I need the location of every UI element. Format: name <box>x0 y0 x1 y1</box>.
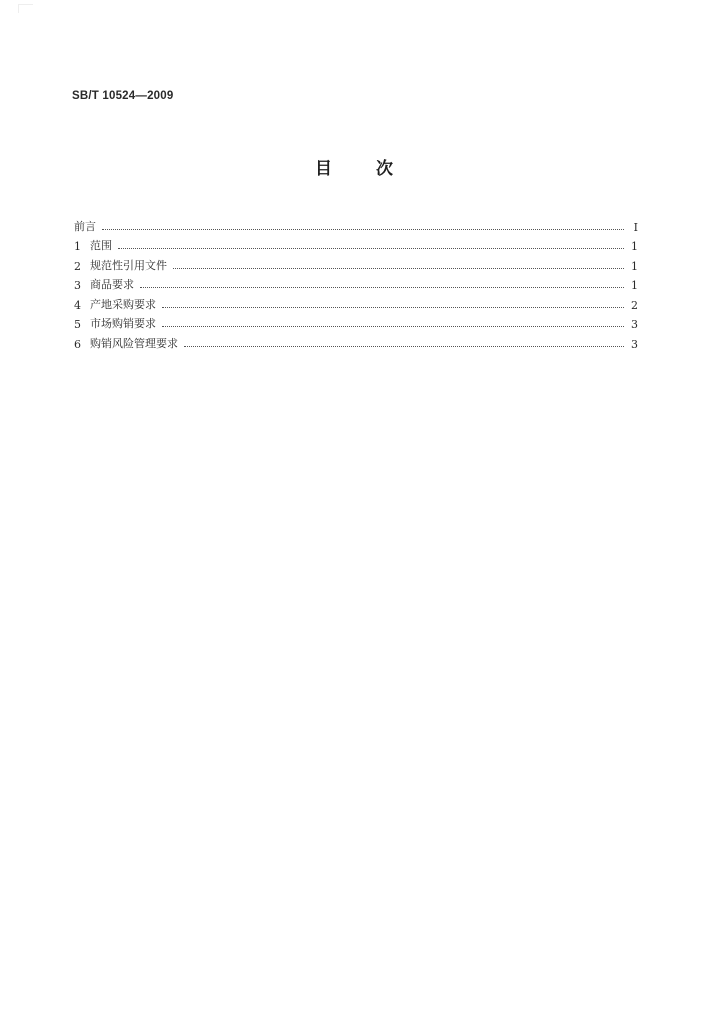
toc-entry-risk-management[interactable] <box>74 331 638 351</box>
toc-entry-label: 购销风险管理要求 <box>90 336 178 350</box>
dot-leader <box>184 346 624 347</box>
dot-leader <box>102 229 624 230</box>
dot-leader <box>162 326 624 327</box>
toc-title <box>0 154 708 179</box>
toc-title-char-2: 次 <box>376 159 393 179</box>
table-of-contents <box>74 214 638 351</box>
toc-entry-number: 2 <box>74 259 81 273</box>
toc-entry-page: 1 <box>631 259 638 273</box>
toc-entry-page: 2 <box>631 298 638 312</box>
toc-entry-label: 规范性引用文件 <box>90 258 167 272</box>
toc-entry-market-trading[interactable] <box>74 312 638 332</box>
toc-entry-scope[interactable] <box>74 234 638 254</box>
toc-entry-label: 范围 <box>90 239 112 252</box>
toc-entry-label: 产地采购要求 <box>90 297 156 311</box>
toc-entry-page: 3 <box>631 337 638 351</box>
toc-entry-number: 5 <box>74 318 81 331</box>
dot-leader <box>118 248 624 249</box>
toc-title-char-1: 目 <box>315 159 332 179</box>
toc-entry-page: 1 <box>631 279 638 292</box>
toc-entry-normative-references[interactable] <box>74 253 638 273</box>
toc-entry-number: 3 <box>74 279 81 292</box>
toc-entry-foreword[interactable] <box>74 214 638 234</box>
toc-entry-page: Ⅰ <box>633 220 638 234</box>
standard-code: SB/T 10524—2009 <box>72 90 174 102</box>
toc-entry-label: 市场购销要求 <box>90 317 156 330</box>
toc-entry-number: 6 <box>74 337 81 351</box>
toc-entry-number: 4 <box>74 298 81 312</box>
toc-entry-page: 1 <box>631 240 638 253</box>
dot-leader <box>140 287 624 288</box>
toc-entry-origin-purchase[interactable] <box>74 292 638 312</box>
dot-leader <box>173 268 624 269</box>
toc-entry-page: 3 <box>631 318 638 331</box>
scan-corner-mark <box>18 4 33 13</box>
toc-entry-number: 1 <box>74 240 81 253</box>
toc-entry-commodity-requirements[interactable] <box>74 273 638 293</box>
dot-leader <box>162 307 624 308</box>
toc-entry-label: 前言 <box>74 219 96 233</box>
toc-entry-label: 商品要求 <box>90 278 134 291</box>
